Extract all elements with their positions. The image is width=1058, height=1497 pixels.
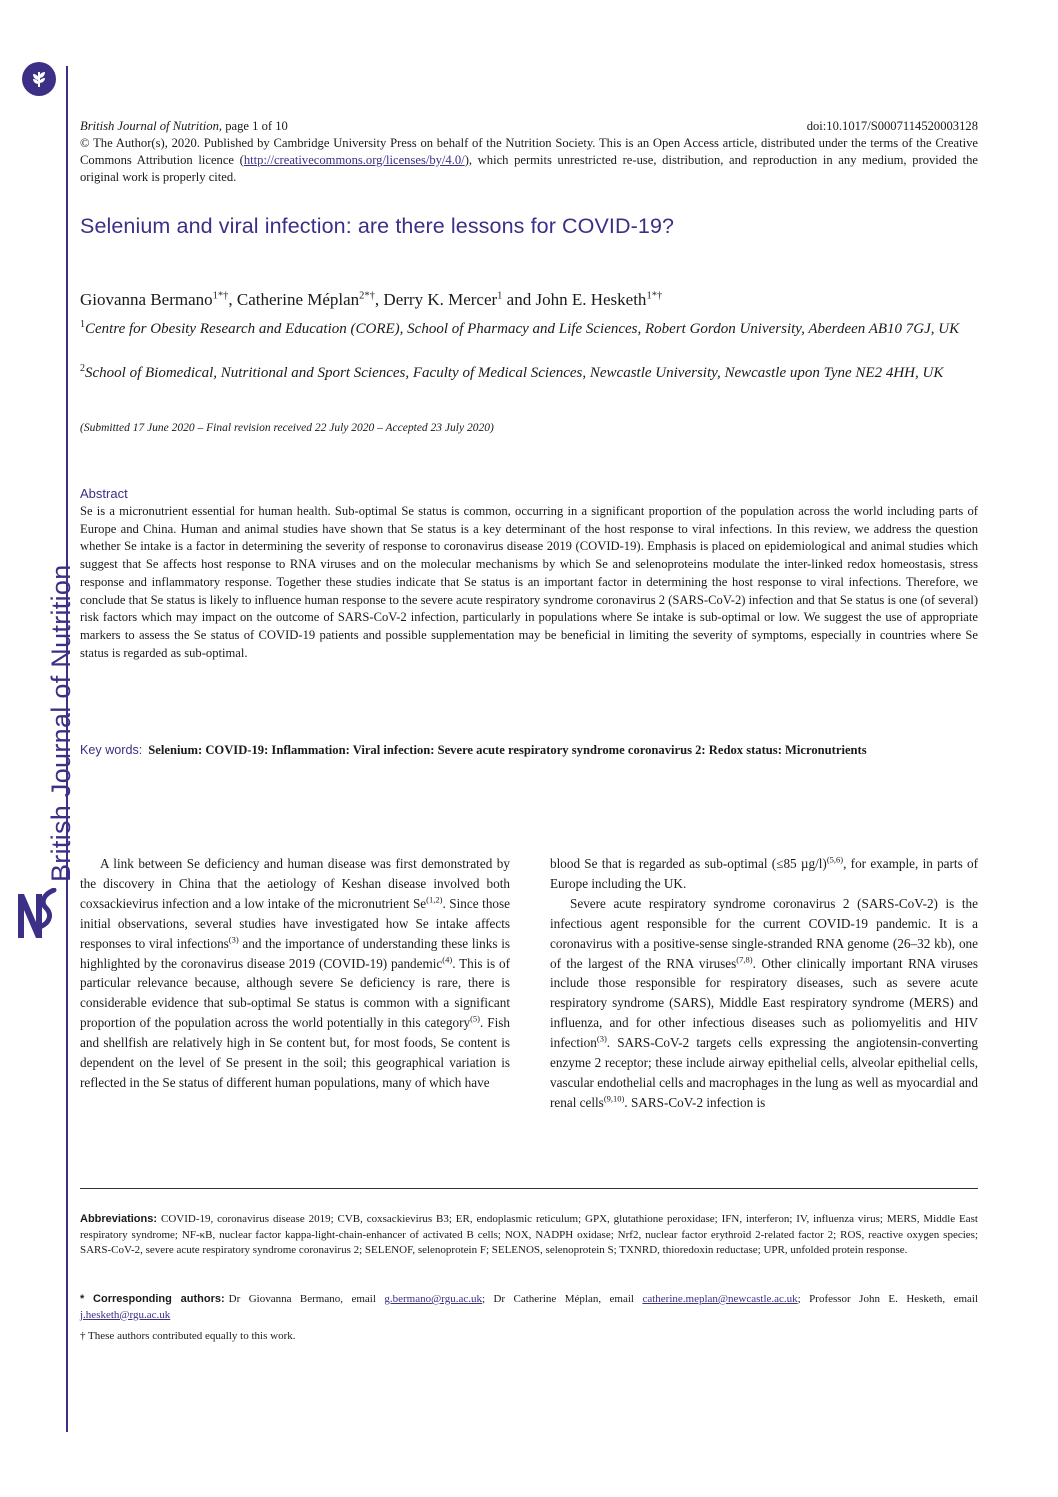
body-paragraph: A link between Se deficiency and human disease was first demonstrated by the discovery in China that the aetiology of Keshan disease involved both coxsackievirus infection and a low intake of the micronutrient Se$^{(1,2)}$. Since those initial observations, several studies have investigated how Se intake affects responses to viral infections$^{(3)}$ and the importance of understanding these links is highlighted by the coronavirus disease 2019 (COVID-19) pandemic$^{(4)}$. This is of particular relevance because, although severe Se deficiency is rare, there is considerable evidence that sub-optimal Se status is common with a significant proportion of the population across the world potentially in this category$^{(5)}$. Fish and shellfish are relatively high in Se content but, for most foods, Se content is dependent on the level of Se present in the soil; this geographical variation is reflected in the Se status of different human populations, many of which have <box>80 856 510 1090</box>
author-list: Giovanna Bermano$^{1*\dagger}$, Catherine Méplan$^{2*\dagger}$, Derry K. Mercer$^1$ and John E. Hesketh$^{1*\dagger}$ <box>80 290 663 309</box>
body-column-left <box>80 854 510 1093</box>
author-name: John E. Hesketh <box>535 290 647 309</box>
body-column-right <box>550 854 978 1113</box>
citation-reference[interactable]: (9,10) <box>603 1093 625 1104</box>
equal-contribution-footnote: † These authors contributed equally to this work. <box>80 1330 296 1342</box>
author-affiliation-marker: 1 <box>497 290 503 302</box>
submission-dates: (Submitted 17 June 2020 – Final revision received 22 July 2020 – Accepted 23 July 2020) <box>80 422 494 434</box>
email-link[interactable]: g.bermano@rgu.ac.uk <box>384 1293 482 1305</box>
citation-reference[interactable]: (3) <box>228 934 239 945</box>
author-name: Catherine Méplan <box>236 290 360 309</box>
keywords: Key words: Selenium: COVID-19: Inflammation: Viral infection: Severe acute respiratory syndrome coronavirus 2: Redox status: Micronutrients <box>80 743 867 757</box>
article-title: Selenium and viral infection: are there lessons for COVID-19? <box>80 214 675 238</box>
email-link[interactable]: j.hesketh@rgu.ac.uk <box>80 1308 171 1321</box>
author-name: Giovanna Bermano <box>80 290 213 309</box>
nutrition-society-logo-icon <box>14 888 60 945</box>
citation-reference[interactable]: (4) <box>442 954 453 965</box>
licence-link[interactable]: http://creativecommons.org/licenses/by/4.0/ <box>243 153 465 167</box>
open-access-logo-icon <box>22 62 56 96</box>
author-name: Derry K. Mercer <box>383 290 498 309</box>
abstract-heading: Abstract <box>80 486 128 501</box>
body-paragraph: blood Se that is regarded as sub-optimal (≤85 µg/l)$^{(5,6)}$, for example, in parts of Europe including the UK. <box>550 854 978 891</box>
citation-reference[interactable]: (5) <box>470 1013 480 1024</box>
citation-reference[interactable]: (1,2) <box>426 894 443 905</box>
body-paragraph: Severe acute respiratory syndrome coronavirus 2 (SARS-CoV-2) is the infectious agent responsible for the current COVID-19 pandemic. It is a coronavirus with a positive-sense single-stranded RNA genome (26–32 kb), one of the largest of the RNA viruses$^{(7,8)}$. Other clinically important RNA viruses include those responsible for respiratory diseases, such as severe acute respiratory syndrome (SARS), Middle East respiratory syndrome (MERS) and influenza, and for other infectious diseases such as poliomyelitis and HIV infection$^{(3)}$. SARS-CoV-2 targets cells expressing the angiotensin-converting enzyme 2 receptor; these include airway epithelial cells, alveolar epithelial cells, vascular endothelial cells and macrophages in the lung as well as myocardial and renal cells$^{(9,10)}$. SARS-CoV-2 infection is <box>550 895 978 1110</box>
author-affiliation-marker: 1*† <box>212 290 229 302</box>
citation-reference[interactable]: (7,8) <box>736 954 753 965</box>
journal-citation: British Journal of Nutrition, page 1 of 10 <box>80 119 288 133</box>
doi: doi:10.1017/S0007114520003128 <box>806 119 978 133</box>
email-link[interactable]: catherine.meplan@newcastle.ac.uk <box>642 1293 798 1305</box>
doi-link[interactable]: 10.1017/S0007114520003128 <box>826 119 978 133</box>
abstract-text: Se is a micronutrient essential for human health. Sub-optimal Se status is common, occurring in a significant proportion of the population across the world including parts of Europe and China. Human and animal studies have shown that Se status is a key determinant of the host response to viral infections. In this review, we address the question whether Se intake is a factor in determining the severity of response to coronavirus disease 2019 (COVID-19). Emphasis is placed on epidemiological and animal studies which suggest that Se affects host response to RNA viruses and on the molecular mechanisms by which Se and selenoproteins modulate the inter-linked redox homeostasis, stress response and inflammatory response. Together these studies indicate that Se status is an important factor in determining the host response to viral infections. Therefore, we conclude that Se status is likely to influence human response to the severe acute respiratory syndrome coronavirus 2 (SARS-CoV-2) infection and that Se status is one (of several) risk factors which may impact on the outcome of SARS-CoV-2 infection, particularly in populations where Se intake is sub-optimal or low. We suggest the use of appropriate markers to assess the Se status of COVID-19 patients and possible supplementation may be beneficial in limiting the severity of symptoms, especially in countries where Se status is regarded as sub-optimal. <box>80 504 979 660</box>
citation-reference[interactable]: (3) <box>596 1033 607 1044</box>
footnote-divider <box>80 1188 978 1189</box>
author-affiliation-marker: 2*† <box>359 290 375 302</box>
corresponding-authors-footnote: * Corresponding authors: Dr Giovanna Bermano, email g.bermano@rgu.ac.uk; Dr Catherine Méplan, email catherine.meplan@newcastle.ac.uk; Professor John E. Hesketh, email j.hesketh@rgu.ac.uk <box>80 1293 979 1321</box>
affiliation-1: $^1$Centre for Obesity Research and Education (CORE), School of Pharmacy and Life Sciences, Robert Gordon University, Aberdeen AB10 7GJ, UK <box>80 319 960 337</box>
vertical-journal-name: British Journal of Nutrition <box>46 564 76 882</box>
affiliation-2: $^2$School of Biomedical, Nutritional and Sport Sciences, Faculty of Medical Sciences, Newcastle University, Newcastle upon Tyne NE2 4HH, UK <box>80 363 944 381</box>
citation-reference[interactable]: (5,6) <box>826 854 844 865</box>
abbreviations-footnote: Abbreviations: COVID-19, coronavirus disease 2019; CVB, coxsackievirus B3; ER, endoplasmic reticulum; GPX, glutathione peroxidase; IFN, interferon; IV, influenza virus; MERS, Middle East respiratory syndrome; NF-κB, nuclear factor kappa-light-chain-enhancer of activated B cells; NOX, NADPH oxidase; Nrf2, nuclear factor erythroid 2-related factor 2; ROS, reactive oxygen species; SARS-CoV-2, severe acute respiratory syndrome coronavirus 2; SELENOF, selenoprotein F; SELENOS, selenoprotein S; TXNRD, thioredoxin reductase; UPR, unfolded protein response. <box>80 1213 978 1257</box>
running-header <box>80 119 978 134</box>
copyright-notice: © The Author(s), 2020. Published by Cambridge University Press on behalf of the Nutrition Society. This is an Open Access article, distributed under the terms of the Creative Commons Attribution licence (http://creativecommons.org/licenses/by/4.0/), which permits unrestricted re-use, distribution, and reproduction in any medium, provided the original work is properly cited. <box>80 136 979 184</box>
author-affiliation-marker: 1*† <box>646 290 663 302</box>
